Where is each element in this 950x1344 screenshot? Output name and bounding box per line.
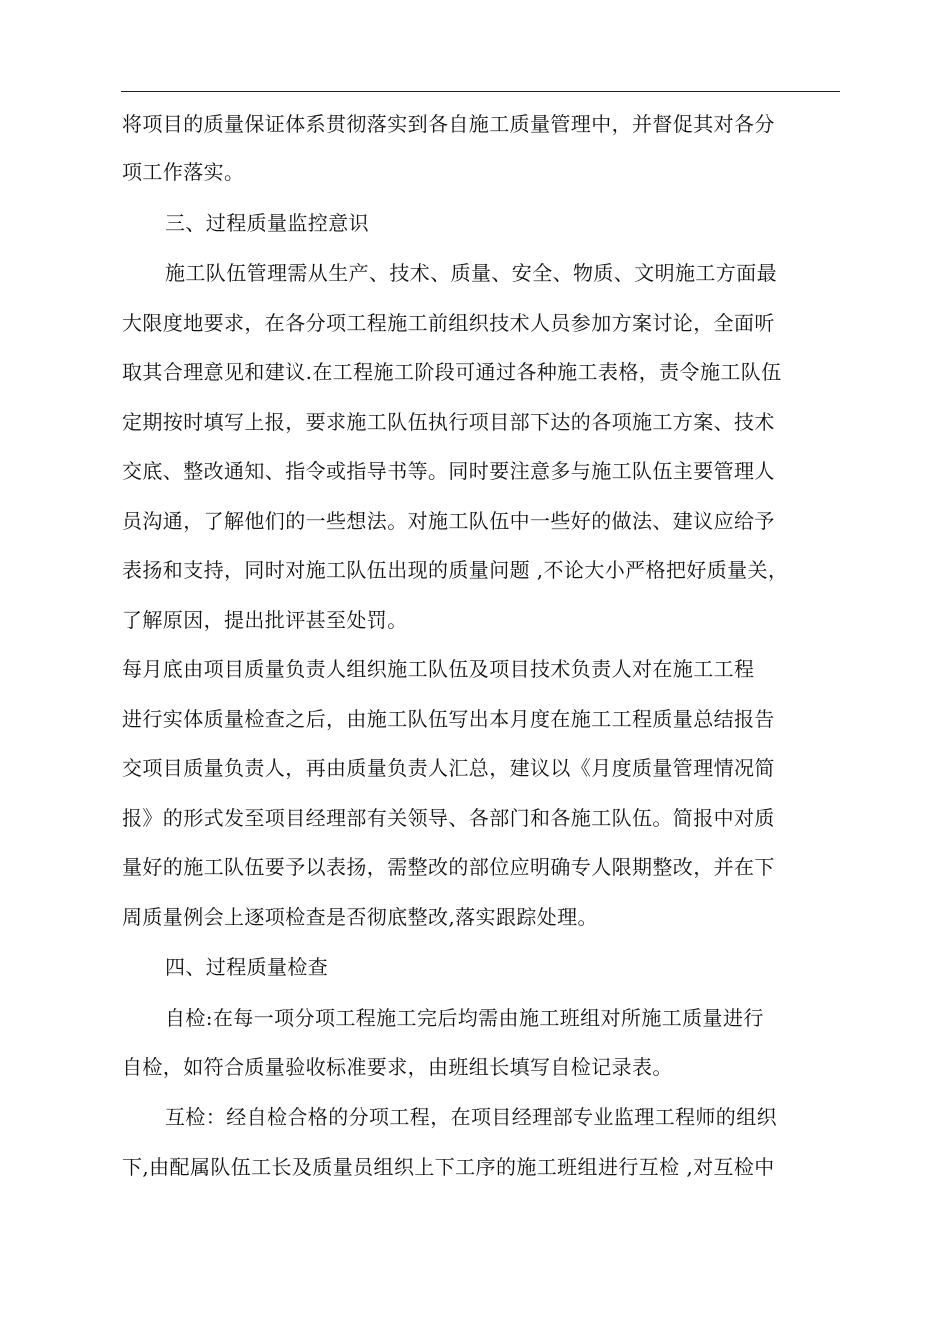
text-line: 每月底由项目质量负责人组织施工队伍及项目技术负责人对在施工工程 — [122, 657, 755, 681]
section-heading: 三、过程质量监控意识 — [165, 211, 369, 235]
text-line: 将项目的质量保证体系贯彻落实到各自施工质量管理中，并督促其对各分 — [122, 112, 775, 136]
text-line: 定期按时填写上报，要求施工队伍执行项目部下达的各项施工方案、技术 — [122, 410, 775, 434]
text-line: 员沟通，了解他们的一些想法。对施工队伍中一些好的做法、建议应给予 — [122, 509, 775, 533]
text-line: 取其合理意见和建议.在工程施工阶段可通过各种施工表格，责令施工队伍 — [122, 360, 782, 384]
text-line: 下,由配属队伍工长及质量员组织上下工序的施工班组进行互检 ,对互检中 — [122, 1155, 775, 1179]
text-line: 自检，如符合质量验收标准要求，由班组长填写自检记录表。 — [122, 1055, 673, 1079]
text-line: 量好的施工队伍要予以表扬，需整改的部位应明确专人限期整改，并在下 — [122, 855, 775, 879]
text-line: 进行实体质量检查之后，由施工队伍写出本月度在施工工程质量总结报告 — [122, 707, 775, 731]
text-line: 大限度地要求，在各分项工程施工前组织技术人员参加方案讨论，全面听 — [122, 311, 775, 335]
text-line: 施工队伍管理需从生产、技术、质量、安全、物质、文明施工方面最 — [165, 261, 777, 285]
text-line: 表扬和支持，同时对施工队伍出现的质量问题 ,不论大小严格把好质量关， — [122, 558, 789, 582]
text-line: 交底、整改通知、指令或指导书等。同时要注意多与施工队伍主要管理人 — [122, 459, 775, 483]
section-heading: 四、过程质量检查 — [165, 955, 329, 979]
header-rule — [121, 91, 840, 92]
text-line: 互检：经自检合格的分项工程，在项目经理部专业监理工程师的组织 — [165, 1105, 777, 1129]
text-line: 报》的形式发至项目经理部有关领导、各部门和各施工队伍。简报中对质 — [122, 806, 775, 830]
text-line: 了解原因，提出批评甚至处罚。 — [122, 608, 408, 632]
text-line: 交项目质量负责人，再由质量负责人汇总，建议以《月度质量管理情况简 — [122, 756, 775, 780]
text-line: 周质量例会上逐项检查是否彻底整改,落实跟踪处理。 — [122, 905, 598, 929]
text-line: 自检:在每一项分项工程施工完后均需由施工班组对所施工质量进行 — [165, 1006, 764, 1030]
text-line: 项工作落实。 — [122, 160, 245, 184]
